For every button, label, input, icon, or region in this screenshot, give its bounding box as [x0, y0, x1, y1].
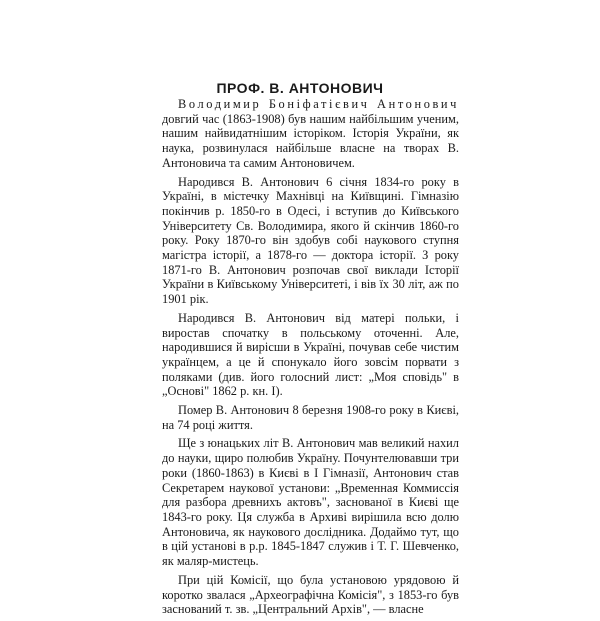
paragraph-3: Народився В. Антонович від матері польки, і виростав спочатку в польському оточенні. Але, народившися й вирісши в Україні, почував себе чистим українцем, а це й спонукало його зовсім порвати з поляками (див. його голосний лист: „Моя сповідь" в „Основі" 1862 р. кн. I). — [162, 310, 459, 399]
paragraph-6: При цій Комісії, що була установою урядовою й коротко звалася „Археографічна Комісія", з 1853-го був заснований т. зв. „Центральний Архів", — власне — [162, 572, 459, 617]
paragraph-text: довгий час (1863-1908) був нашим найбільшим ученим, нашим найвидатнішим історіком. Історія України, як наука, розвинулася найбільше власне на творах В. Антоновича та самим Антоновичем. — [162, 111, 459, 170]
paragraph-2: Народився В. Антонович 6 січня 1834-го року в Україні, в містечку Махнівці на Київщині. Гімназію покінчив р. 1850-го в Одесі, і вступив до Київського Університету Св. Володимира, якого й скінчив 1860-го року. Року 1870-го він здобув собі наукового ступня магістра історії, а 1878-го — доктора історії. З року 1871-го В. Антонович розпочав свої виклади Історії України в Київському Університеті, і вів їх 30 літ, аж по 1901 рік. — [162, 174, 459, 307]
person-name: Володимир Боніфатієвич Антонович — [178, 97, 459, 111]
paragraph-1 — [162, 97, 459, 171]
page-title: ПРОФ. В. АНТОНОВИЧ — [216, 80, 384, 96]
paragraph-5: Ще з юнацьких літ В. Антонович мав великий нахил до науки, щиро полюбив Україну. Почунтелювавши три роки (1860-1863) в Києві в I Гімназії, Антонович став Секретарем наукової установи: „Временная Коммиссія для разбора древнихъ актовъ", заснованої в Києві ще 1843-го року. Ця служба в Архиві вирішила всю долю Антоновича, як наукового дослідника. Додаймо тут, що в цій установі в р.р. 1845-1847 служив і Т. Г. Шевченко, як маляр-мистець. — [162, 436, 459, 569]
body-text — [162, 97, 459, 621]
paragraph-4: Помер В. Антонович 8 березня 1908-го року в Києві, на 74 році життя. — [162, 403, 459, 432]
